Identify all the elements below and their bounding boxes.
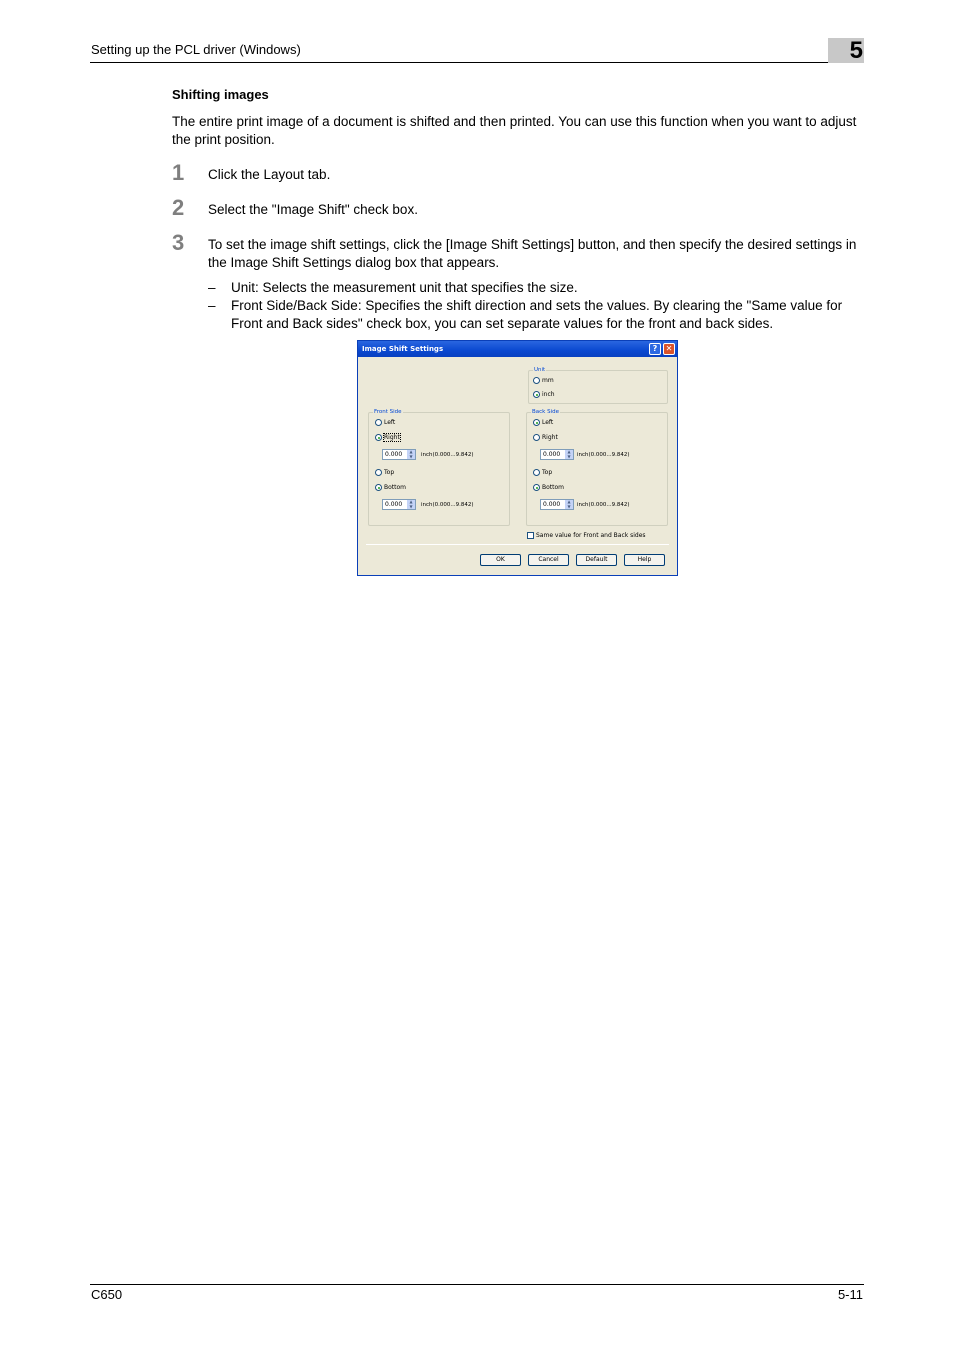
close-icon[interactable]: ✕ bbox=[663, 343, 675, 355]
front-vertical-range: inch(0.000...9.842) bbox=[421, 502, 474, 508]
bullet-text: Front Side/Back Side: Specifies the shift direction and sets the values. By clearing the "Same value for Front and Back sides" check box, you can set separate values for the front and back sides. bbox=[231, 298, 843, 331]
back-horizontal-range: inch(0.000...9.842) bbox=[577, 452, 630, 458]
same-value-label: Same value for Front and Back sides bbox=[536, 532, 646, 539]
same-value-checkbox[interactable] bbox=[527, 532, 534, 539]
back-right-radio[interactable] bbox=[533, 434, 540, 441]
back-vertical-input[interactable] bbox=[540, 499, 574, 510]
back-left-label: Left bbox=[542, 419, 554, 426]
back-vertical-range: inch(0.000...9.842) bbox=[577, 502, 630, 508]
unit-group bbox=[528, 367, 668, 404]
chapter-tab bbox=[828, 38, 864, 63]
spinner-arrows-icon[interactable]: ▲ ▼ bbox=[565, 450, 573, 459]
front-side-group bbox=[368, 409, 510, 526]
front-bottom-radio[interactable] bbox=[375, 484, 382, 491]
front-horizontal-range: inch(0.000...9.842) bbox=[421, 452, 474, 458]
cancel-button[interactable]: Cancel bbox=[528, 554, 569, 566]
default-button[interactable]: Default bbox=[576, 554, 617, 566]
back-top-radio[interactable] bbox=[533, 469, 540, 476]
spinner-arrows-icon[interactable]: ▲ ▼ bbox=[407, 500, 415, 509]
unit-inch-label: inch bbox=[542, 391, 555, 398]
front-top-radio[interactable] bbox=[375, 469, 382, 476]
back-bottom-label: Bottom bbox=[542, 484, 565, 491]
spinner-arrows-icon[interactable]: ▲ ▼ bbox=[565, 500, 573, 509]
step-number: 1 bbox=[172, 160, 185, 185]
back-horizontal-input[interactable] bbox=[540, 449, 574, 460]
dialog-title: Image Shift Settings bbox=[362, 345, 444, 353]
back-vertical-value: 0.000 bbox=[543, 501, 561, 508]
ok-button[interactable]: OK bbox=[480, 554, 521, 566]
step-text: Select the "Image Shift" check box. bbox=[208, 202, 418, 217]
running-header: Setting up the PCL driver (Windows) bbox=[91, 42, 301, 57]
front-vertical-input[interactable] bbox=[382, 499, 416, 510]
front-horizontal-value: 0.000 bbox=[385, 451, 403, 458]
header-rule bbox=[90, 62, 864, 63]
help-icon[interactable]: ? bbox=[649, 343, 661, 355]
back-right-label: Right bbox=[542, 434, 558, 441]
footer-rule bbox=[90, 1284, 864, 1285]
front-side-label: Front Side bbox=[374, 409, 402, 415]
back-side-group bbox=[526, 409, 668, 526]
section-intro: The entire print image of a document is shifted and then printed. You can use this function when you want to adjust the print position. bbox=[172, 114, 857, 147]
footer-model: C650 bbox=[91, 1287, 123, 1302]
bullet-dash: – bbox=[208, 280, 216, 295]
unit-mm-radio[interactable] bbox=[533, 377, 540, 384]
front-left-radio[interactable] bbox=[375, 419, 382, 426]
front-horizontal-input[interactable] bbox=[382, 449, 416, 460]
front-right-radio[interactable] bbox=[375, 434, 382, 441]
front-left-label: Left bbox=[384, 419, 396, 426]
front-bottom-label: Bottom bbox=[384, 484, 407, 491]
bullet-text: Unit: Selects the measurement unit that specifies the size. bbox=[231, 280, 578, 295]
back-horizontal-value: 0.000 bbox=[543, 451, 561, 458]
back-side-label: Back Side bbox=[532, 409, 559, 415]
step-text: To set the image shift settings, click the [Image Shift Settings] button, and then specify the desired settings in the Image Shift Settings dialog box that appears. bbox=[208, 237, 857, 270]
back-left-radio[interactable] bbox=[533, 419, 540, 426]
footer-page-number: 5-11 bbox=[837, 1287, 863, 1302]
unit-mm-label: mm bbox=[542, 377, 554, 384]
front-top-label: Top bbox=[384, 469, 395, 476]
spinner-arrows-icon[interactable]: ▲ ▼ bbox=[407, 450, 415, 459]
image-shift-settings-dialog bbox=[357, 340, 678, 576]
dialog-separator bbox=[366, 544, 669, 545]
front-right-label: Right bbox=[384, 434, 400, 441]
step-number: 3 bbox=[172, 230, 185, 255]
back-top-label: Top bbox=[542, 469, 553, 476]
unit-inch-radio[interactable] bbox=[533, 391, 540, 398]
front-vertical-value: 0.000 bbox=[385, 501, 403, 508]
unit-group-label: Unit bbox=[534, 367, 546, 373]
chapter-number: 5 bbox=[849, 37, 863, 64]
section-title: Shifting images bbox=[172, 87, 269, 102]
dialog-title-bar bbox=[358, 341, 677, 357]
back-bottom-radio[interactable] bbox=[533, 484, 540, 491]
bullet-dash: – bbox=[208, 298, 216, 313]
help-button[interactable]: Help bbox=[624, 554, 665, 566]
step-number: 2 bbox=[172, 195, 185, 220]
step-text: Click the Layout tab. bbox=[208, 167, 331, 182]
